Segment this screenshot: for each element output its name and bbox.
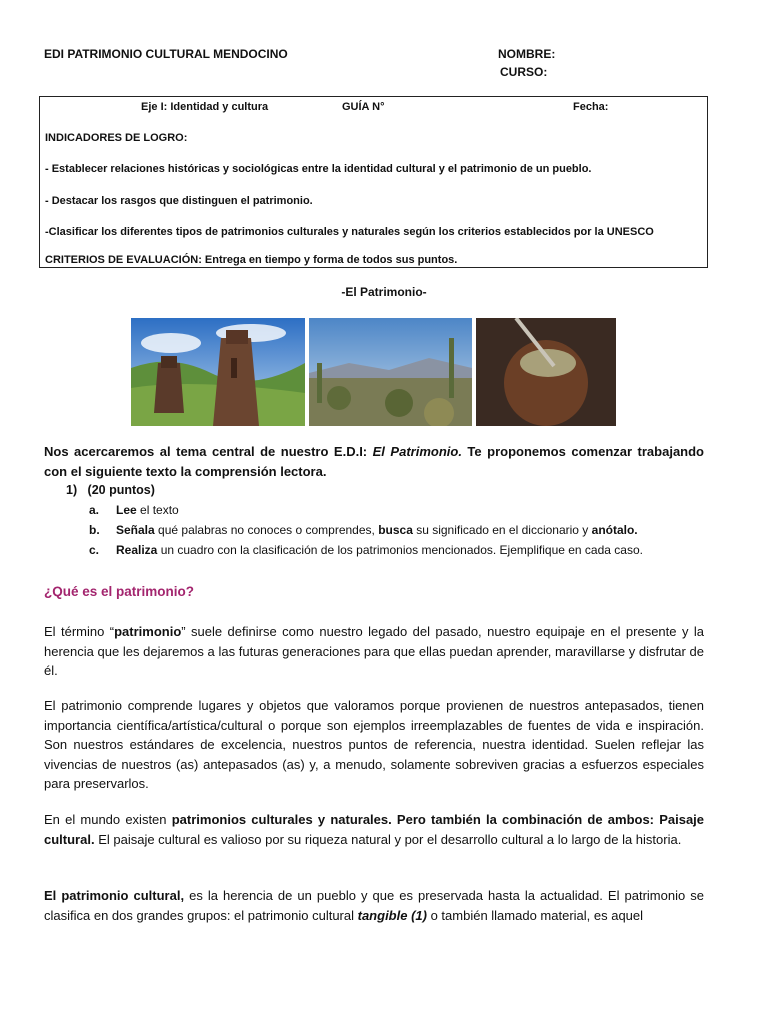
- indicadores-title: INDICADORES DE LOGRO:: [45, 132, 188, 144]
- task-b: b. Señala qué palabras no conoces o comprendes, busca su significado en el diccionario y anótalo.: [89, 523, 638, 537]
- question-heading: ¿Qué es el patrimonio?: [44, 584, 195, 599]
- curso-label: CURSO:: [500, 65, 548, 79]
- guia-label: GUÍA N°: [342, 101, 385, 113]
- eje-label: Eje I: Identidad y cultura: [141, 101, 269, 113]
- criterios-text: Entrega en tiempo y forma de todos sus puntos.: [201, 254, 458, 266]
- nombre-label: NOMBRE:: [498, 47, 556, 61]
- task-a: a. Lee el texto: [89, 503, 179, 517]
- task-c: c. Realiza un cuadro con la clasificación de los patrimonios mencionados. Ejemplifique en cada caso.: [89, 543, 643, 557]
- task-1: 1) (20 puntos): [66, 483, 155, 497]
- paragraph-3: En el mundo existen patrimonios culturales y naturales. Pero también la combinación de ambos: Paisaje cultural. El paisaje cultural es valioso por su riqueza natural y por el desarrollo cultural a lo largo de la historia.: [44, 812, 705, 847]
- fecha-label: Fecha:: [573, 101, 609, 113]
- criterios-label: CRITERIOS DE EVALUACIÓN:: [45, 254, 202, 266]
- indicador-2: - Destacar los rasgos que distinguen el patrimonio.: [45, 195, 313, 207]
- header-box: [39, 96, 708, 268]
- paragraph-2: El patrimonio comprende lugares y objetos que valoramos porque provienen de nuestros antepasados, tienen importancia científica/artística/cultural o porque son ejemplos irreemplazables de fuentes de vida e inspiración. Son nuestros estándares de excelencia, nuestros puntos de referencia, nuestra identidad. Suelen reflejar las vivencias de nuestros (as) antepasados (as) y, a menudo, solamente sobreviven gracias a esfuerzos especiales para preservarlos.: [44, 698, 704, 791]
- mate-photo: [476, 318, 616, 426]
- indicador-3: -Clasificar los diferentes tipos de patrimonios culturales y naturales según los criterios establecidos por la UNESCO: [45, 226, 654, 238]
- intro-paragraph: Nos acercaremos al tema central de nuestro E.D.I: El Patrimonio. Te proponemos comenzar trabajando con el siguiente texto la comprensión lectora.: [44, 444, 704, 479]
- cactus-landscape-photo: [309, 318, 472, 426]
- moai-photo: [131, 318, 305, 426]
- paragraph-1: El término “patrimonio” suele definirse como nuestro legado del pasado, nuestro equipaje en el presente y la herencia que les dejaremos a las futuras generaciones para que ellas puedan aprender, maravillarse y disfrutar de él.: [44, 624, 704, 678]
- criterios-row: [45, 254, 457, 266]
- document-title: EDI PATRIMONIO CULTURAL MENDOCINO: [44, 47, 288, 61]
- indicador-1: - Establecer relaciones históricas y sociológicas entre la identidad cultural y el patrimonio de un pueblo.: [45, 163, 592, 175]
- paragraph-4: El patrimonio cultural, es la herencia de un pueblo y que es preservada hasta la actualidad. El patrimonio se clasifica en dos grandes grupos: el patrimonio cultural tangible (1) o también llamado material, es aquel: [44, 888, 704, 923]
- section-title: -El Patrimonio-: [341, 285, 427, 299]
